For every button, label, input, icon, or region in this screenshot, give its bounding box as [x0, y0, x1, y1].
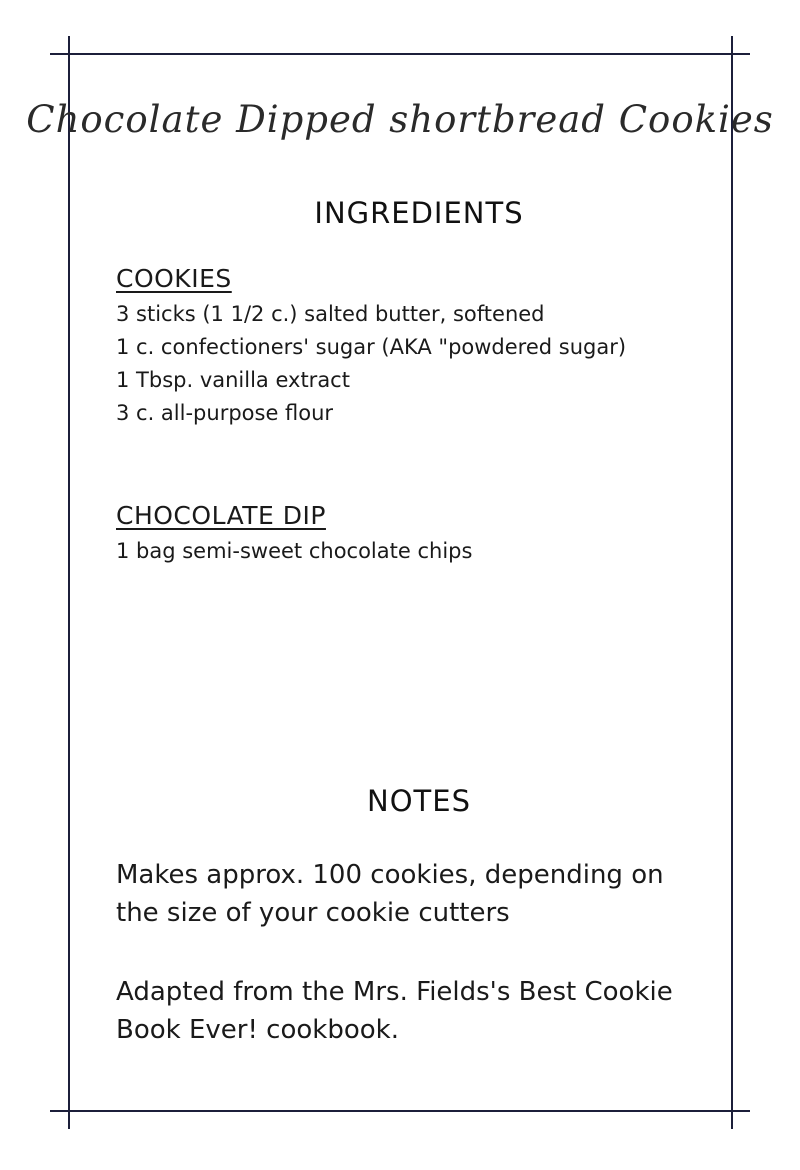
chocolate-dip-label: CHOCOLATE DIP — [116, 501, 326, 530]
notes-heading: NOTES — [367, 784, 471, 818]
frame-top-line — [50, 53, 750, 55]
recipe-title: Chocolate Dipped shortbread Cookies — [26, 98, 774, 141]
frame-bottom-line — [50, 1110, 750, 1112]
cookies-label: COOKIES — [116, 264, 232, 293]
list-item: 1 Tbsp. vanilla extract — [116, 368, 350, 392]
list-item: 1 c. confectioners' sugar (AKA "powdered sugar) — [116, 335, 627, 359]
cookies-ingredient-list — [116, 298, 636, 430]
list-item: 3 sticks (1 1/2 c.) salted butter, softened — [116, 302, 545, 326]
list-item: 1 bag semi-sweet chocolate chips — [116, 539, 473, 563]
note-source: Adapted from the Mrs. Fields's Best Cookie Book Ever! cookbook. — [116, 977, 673, 1045]
ingredients-heading: INGREDIENTS — [314, 196, 524, 230]
list-item: 3 c. all-purpose flour — [116, 401, 334, 425]
note-yield: Makes approx. 100 cookies, depending on the size of your cookie cutters — [116, 860, 664, 928]
chocolate-dip-ingredient-list — [116, 535, 636, 568]
